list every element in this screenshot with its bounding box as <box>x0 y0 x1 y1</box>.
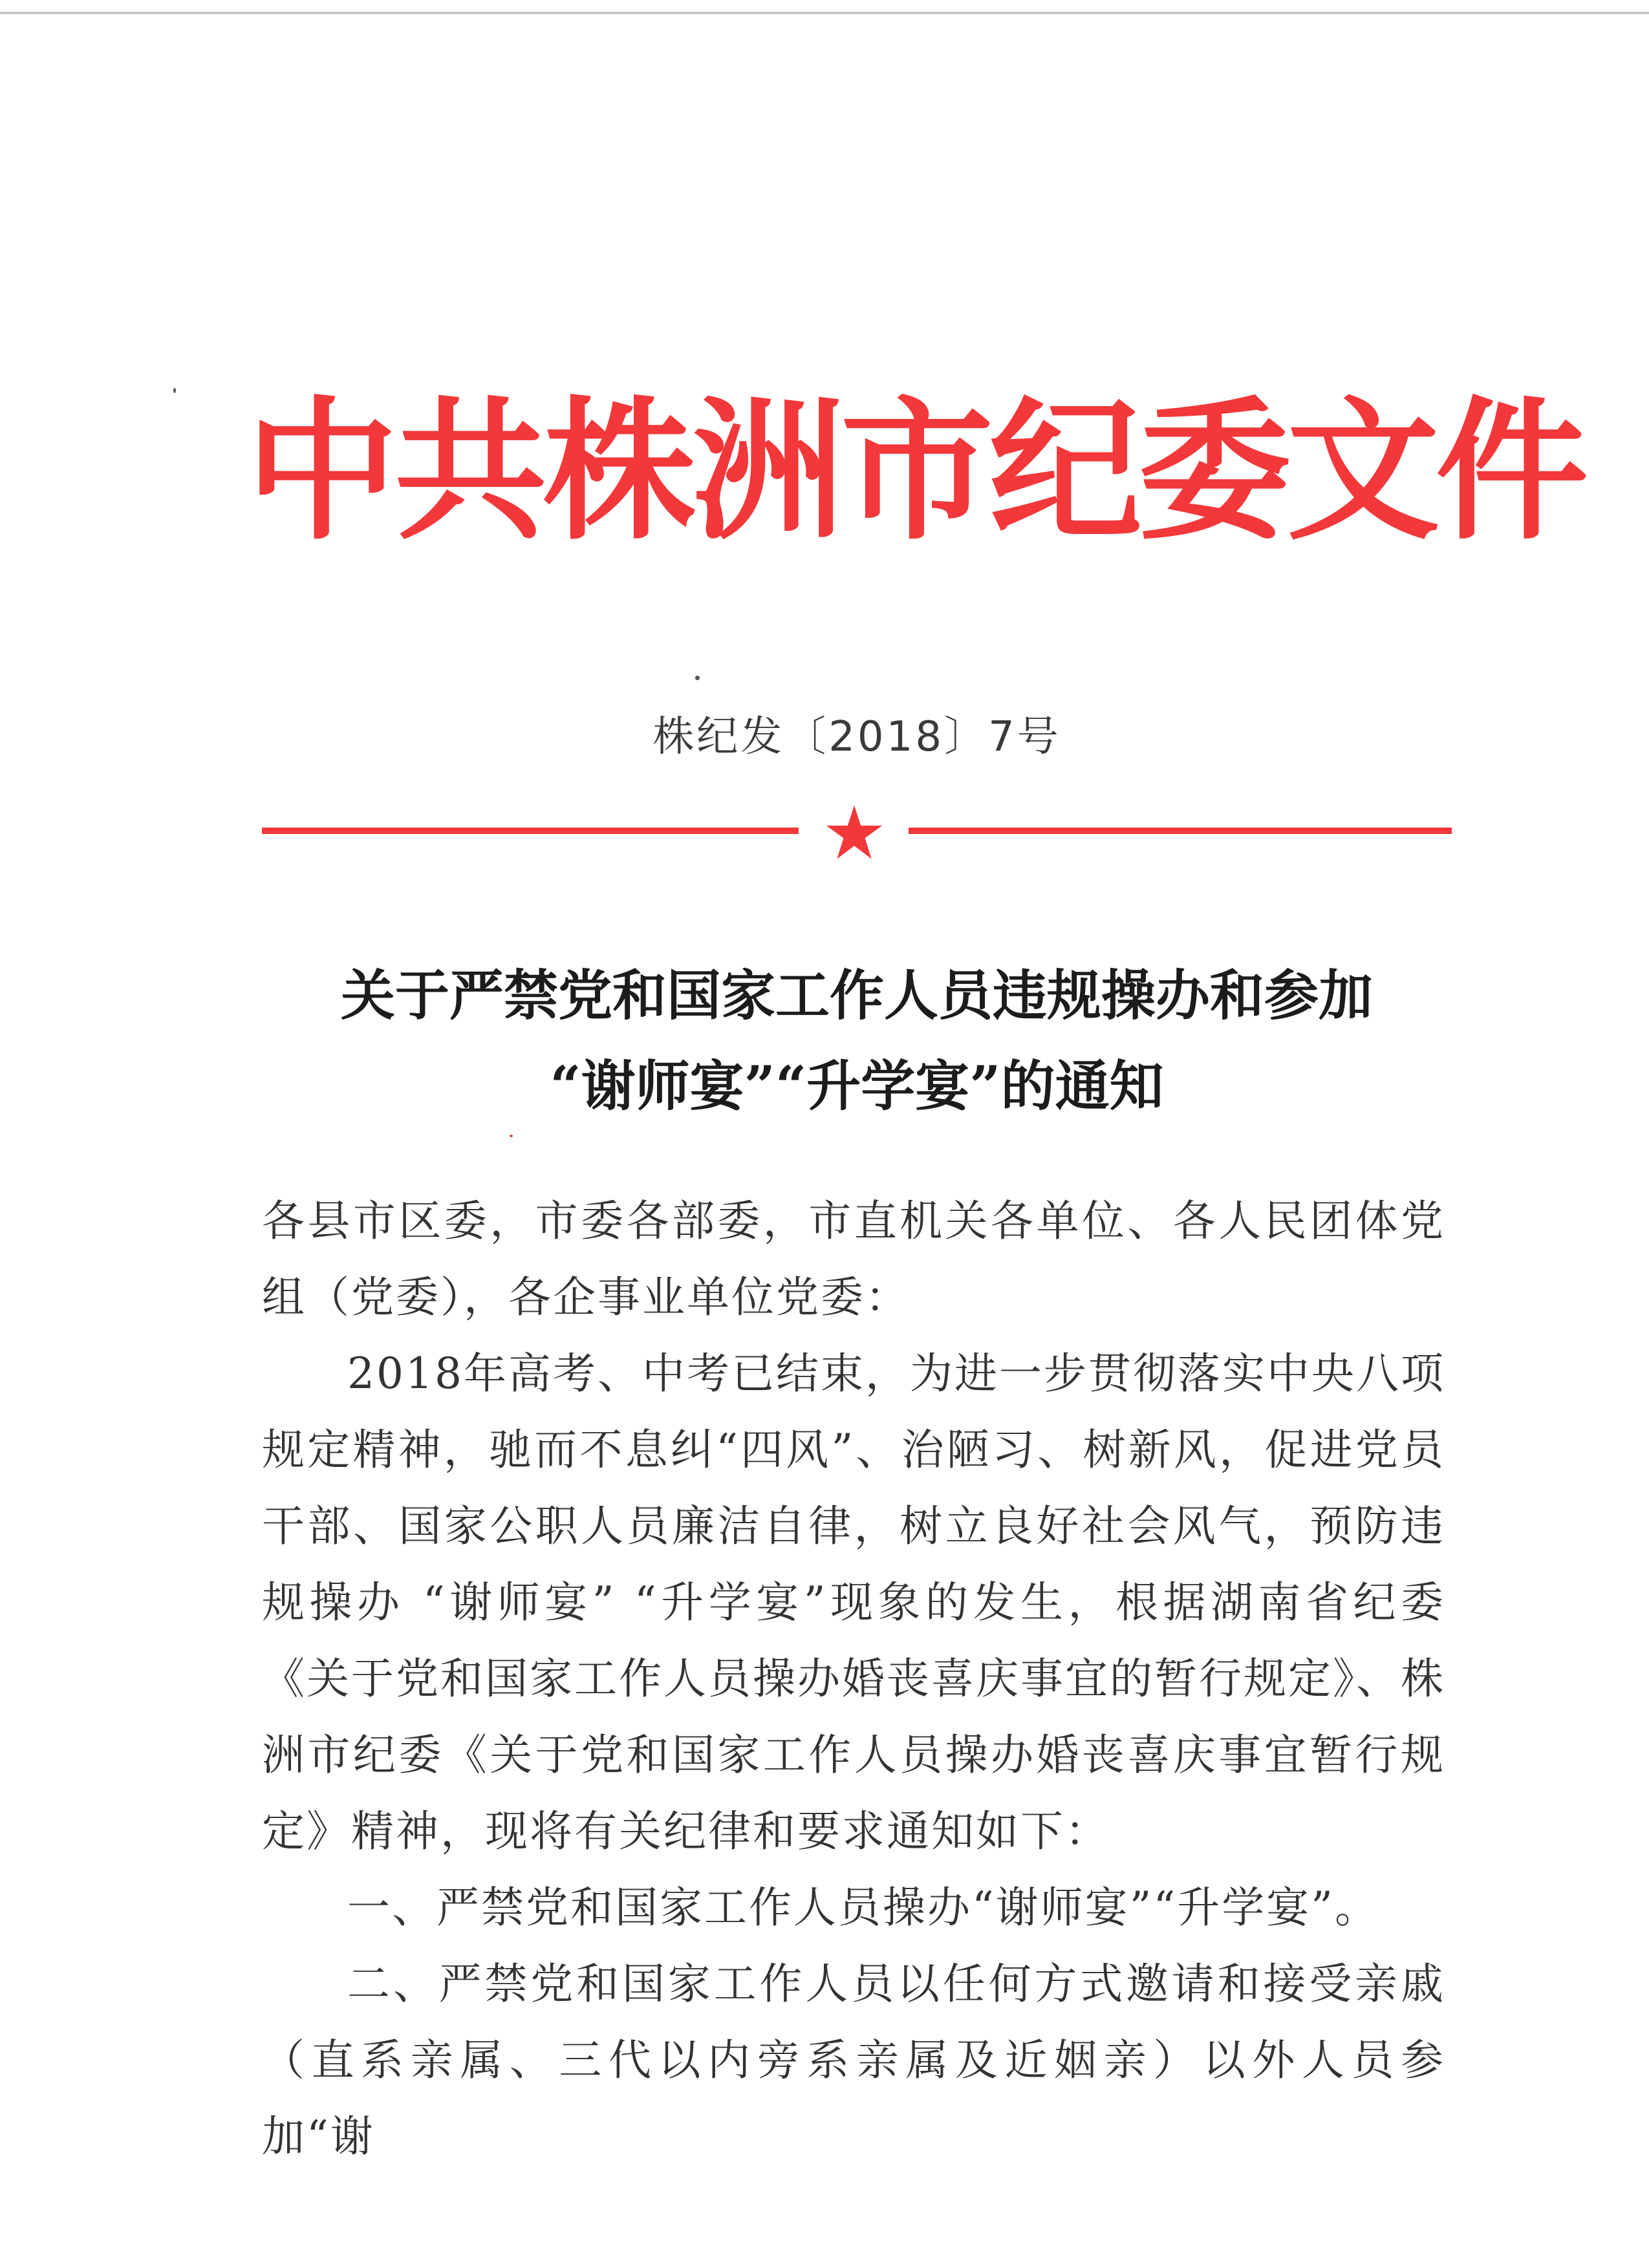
intro-paragraph: 2018年高考、中考已结束，为进一步贯彻落实中央八项规定精神，驰而不息纠“四风”、治陋习、树新风，促进党员干部、国家公职人员廉洁自律，树立良好社会风气，预防违规操办 “谢师宴” “升学宴”现象的发生，根据湖南省纪委《关于党和国家工作人员操办婚丧喜庆事宜的暂行规定》、株洲市纪委《关于党和国家工作人员操办婚丧喜庆事宜暂行规定》精神，现将有关纪律和要求通知如下： <box>262 1349 1445 1856</box>
star-icon <box>824 803 884 862</box>
scan-speck <box>695 676 700 680</box>
rule-1-paragraph: 一、严禁党和国家工作人员操办“谢师宴”“升学宴”。 <box>347 1883 1379 1932</box>
document-body <box>262 1183 1445 2175</box>
addressee-paragraph: 各县市区委，市委各部委，市直机关各单位、各人民团体党组（党委），各企事业单位党委： <box>262 1196 1445 1322</box>
title-line-1: 关于严禁党和国家工作人员违规操办和参加 <box>340 963 1373 1027</box>
red-divider-left <box>262 828 799 834</box>
rule-2-paragraph: 二、严禁党和国家工作人员以任何方式邀请和接受亲戚（直系亲属、三代以内旁系亲属及近姻亲）以外人员参加“谢 <box>262 1959 1445 2161</box>
scan-speck <box>510 1135 513 1137</box>
title-line-2: “谢师宴”“升学宴”的通知 <box>550 1054 1164 1118</box>
document-masthead: 中共株洲市纪委文件 <box>246 383 1585 561</box>
document-title <box>194 950 1520 1131</box>
document-number: 株纪发〔2018〕7号 <box>652 713 1061 761</box>
red-divider-right <box>909 828 1452 834</box>
scan-edge-line <box>0 12 1649 14</box>
scan-speck <box>173 388 176 393</box>
